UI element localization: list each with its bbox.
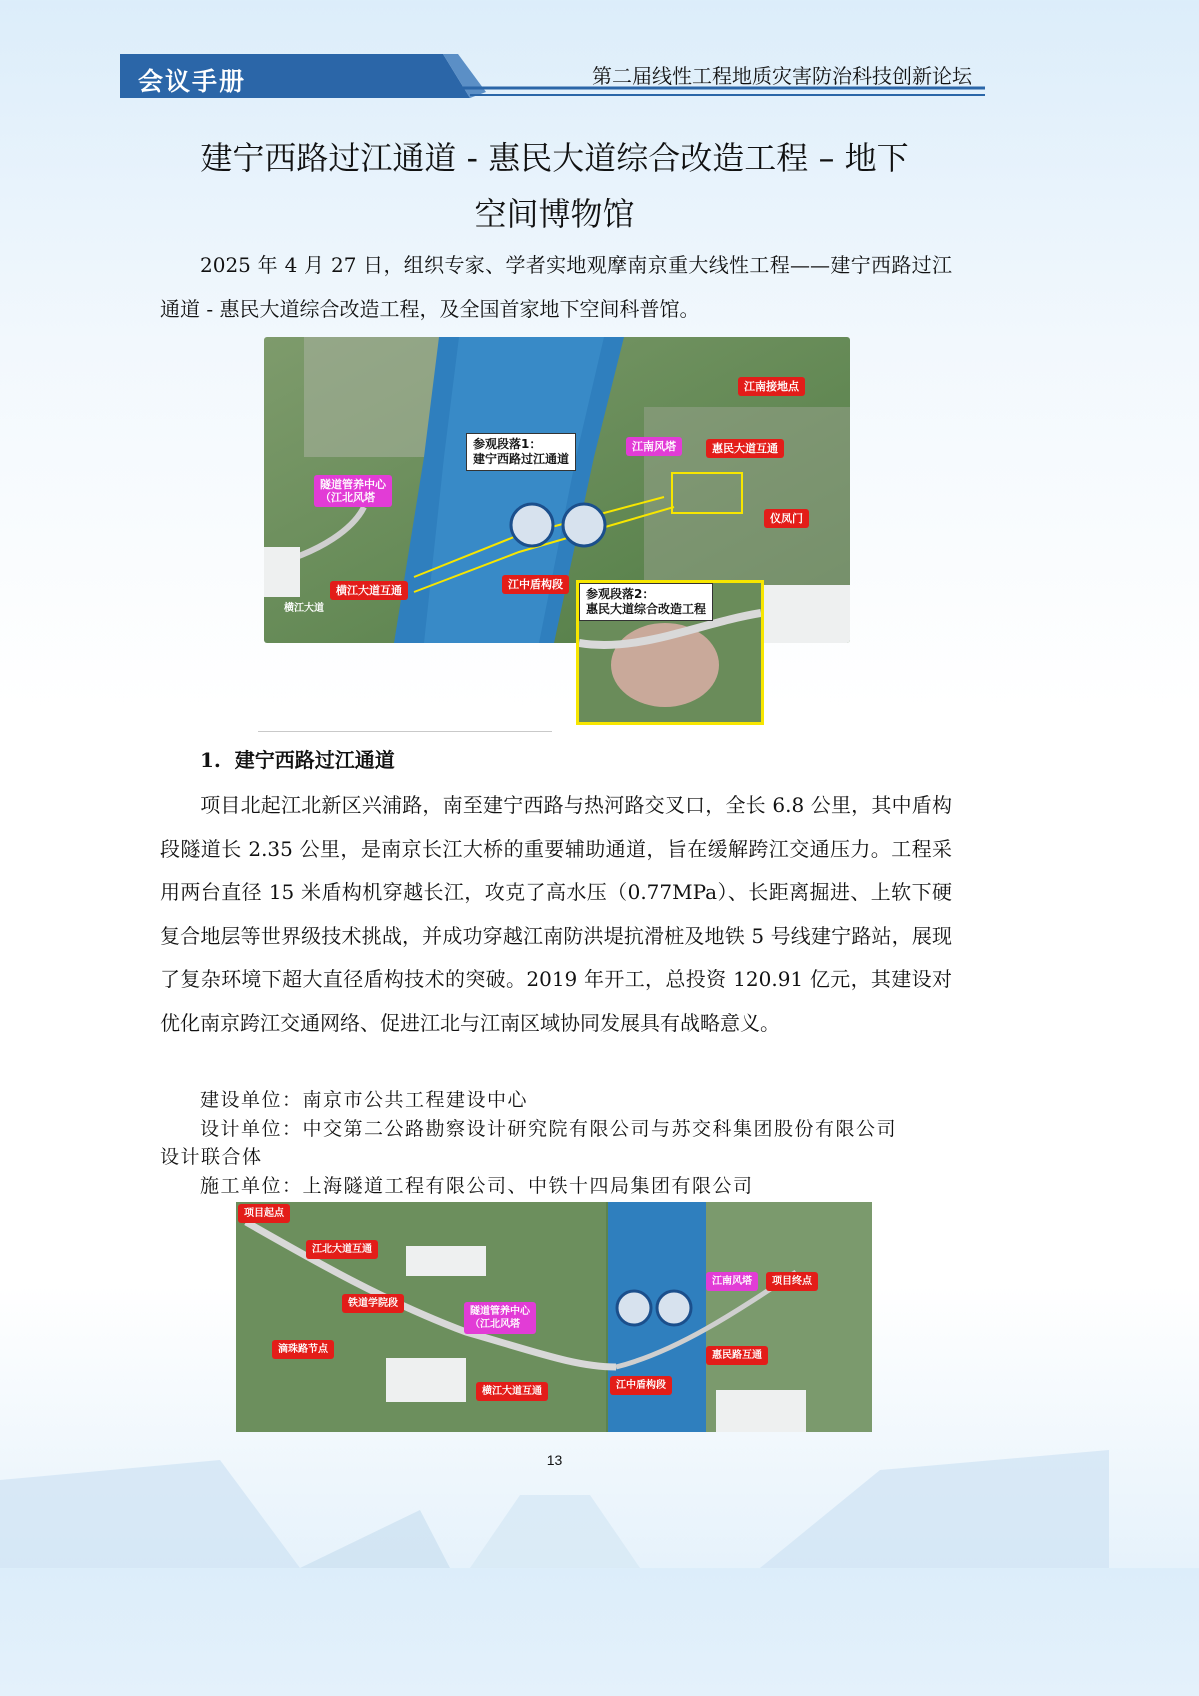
section-1-text: 项目北起江北新区兴浦路，南至建宁西路与热河路交叉口，全长 6.8 公里，其中盾构段隧道长 2.35 公里，是南京长江大桥的重要辅助通道，旨在缓解跨江交通压力。工程采用两台直径 15 米盾构机穿越长江，攻克了高水压（0.77MPa）、长距离掘进、上软下硬复合地层等世界级技术挑战，并成功穿越江南防洪堤抗滑桩及地铁 5 号线建宁路站，展现了复杂环境下超大直径盾构技术的突破。2019 年开工，总投资 120.91 亿元，其建设对优化南京跨江交通网络、促进江北与江南区域协同发展具有战略意义。	[160, 793, 952, 1035]
title-line-1: 建宁西路过江通道 - 惠民大道综合改造工程 – 地下	[200, 139, 909, 177]
label-jiangnan-tower: 江南风塔	[626, 437, 682, 456]
label-visit-section-2	[579, 583, 713, 621]
design-unit-line-2: 设计联合体	[160, 1146, 263, 1168]
label-project-start: 项目起点	[238, 1204, 290, 1223]
label-maintenance-center-2	[464, 1302, 536, 1334]
label-shield-section-2: 江中盾构段	[610, 1376, 672, 1395]
label-railway-college: 铁道学院段	[342, 1294, 404, 1313]
label-project-end: 项目终点	[766, 1272, 818, 1291]
visit1-name: 建宁西路过江通道	[473, 452, 570, 466]
label-huimin-interchange-2: 惠民路互通	[706, 1346, 768, 1365]
design-unit-line-1: 设计单位：中交第二公路勘察设计研究院有限公司与苏交科集团股份有限公司	[200, 1118, 898, 1140]
label-visit-section-1	[466, 433, 576, 471]
handbook-label: 会议手册	[138, 67, 247, 96]
label-dingzhu-node: 滴珠路节点	[272, 1340, 334, 1359]
label-jiangnan-tower-2: 江南风塔	[706, 1272, 758, 1291]
title-line-2: 空间博物馆	[474, 195, 635, 233]
builder-unit	[160, 1172, 952, 1200]
label-yifeng-gate: 仪凤门	[764, 509, 809, 528]
label-hengjiang-road: 横江大道	[284, 603, 324, 614]
intro-text: 2025 年 4 月 27 日，组织专家、学者实地观摩南京重大线性工程——建宁西路过江通道 - 惠民大道综合改造工程，及全国首家地下空间科普馆。	[160, 253, 952, 321]
page-header	[0, 0, 1109, 110]
visit1-title: 参观段落1：	[473, 437, 542, 451]
construction-unit-text: 建设单位：南京市公共工程建设中心	[200, 1089, 529, 1111]
section-1-heading: 1. 建宁西路过江通道	[200, 748, 395, 772]
label-huimin-interchange: 惠民大道互通	[706, 439, 784, 458]
route-map-illustration	[236, 1202, 872, 1432]
figure-divider	[258, 731, 552, 732]
maintenance-center-2-sub: （江北风塔	[470, 1319, 520, 1330]
page-number: 13	[546, 1452, 563, 1468]
label-hengjiang-interchange-2: 横江大道互通	[476, 1382, 548, 1401]
design-unit	[160, 1115, 952, 1171]
route-map	[236, 1202, 872, 1432]
label-jiangnan-landing: 江南接地点	[738, 377, 805, 396]
label-hengjiang-interchange: 横江大道互通	[330, 581, 408, 600]
footer-decoration	[0, 1400, 1109, 1568]
map-inset-huimin	[576, 580, 764, 725]
builder-unit-text: 施工单位：上海隧道工程有限公司、中铁十四局集团有限公司	[200, 1175, 754, 1197]
visit2-title: 参观段落2：	[586, 587, 655, 601]
maintenance-center-name: 隧道管养中心	[320, 478, 386, 491]
maintenance-center-2-name: 隧道管养中心	[470, 1306, 530, 1317]
maintenance-center-sub: （江北风塔	[320, 491, 375, 504]
forum-title: 第二届线性工程地质灾害防治科技创新论坛	[592, 64, 972, 88]
label-shield-section: 江中盾构段	[502, 575, 569, 594]
label-jiangbei-interchange: 江北大道互通	[306, 1240, 378, 1259]
construction-unit	[160, 1086, 952, 1114]
intro-paragraph	[160, 244, 952, 331]
visit2-name: 惠民大道综合改造工程	[586, 602, 707, 616]
document-title	[120, 130, 989, 242]
section-1-paragraph	[160, 784, 952, 1045]
label-maintenance-center	[314, 475, 392, 507]
